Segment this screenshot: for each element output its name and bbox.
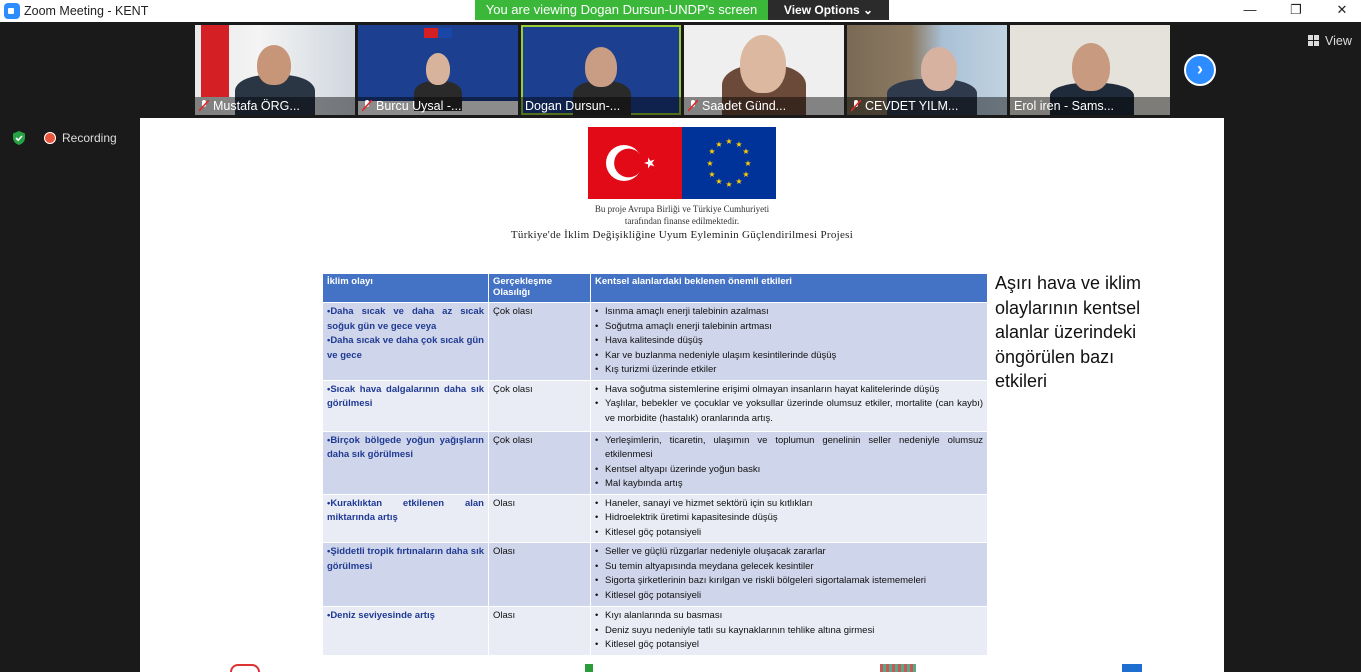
participant-name: Erol iren - Sams... [1010, 97, 1170, 115]
table-header-row [323, 274, 988, 303]
climate-event-cell: •Deniz seviyesinde artış [323, 607, 489, 656]
impact-item: • Kıyı alanlarında su basması [595, 609, 983, 624]
turkey-flag-icon [588, 127, 682, 199]
participant-face [1072, 43, 1110, 91]
impact-item: • Kentsel altyapı üzerinde yoğun baskı [595, 463, 983, 478]
eu-flag-icon [682, 127, 776, 199]
likelihood-cell: Çok olası [489, 303, 591, 381]
participant-name: Mustafa ÖRG... [195, 97, 355, 115]
participant-tile[interactable] [847, 25, 1007, 115]
impact-item: • Seller ve güçlü rüzgarlar nedeniyle oluşacak zararlar [595, 545, 983, 560]
table-row [323, 380, 988, 431]
restore-icon[interactable]: ❐ [1290, 2, 1302, 17]
svg-text:★: ★ [715, 140, 723, 149]
impact-item: • Yerleşimlerin, ticaretin, ulaşımın ve toplumun genelinin seller nedeniyle olumsuz etkilenmesi [595, 434, 983, 463]
climate-event-cell: •Kuraklıktan etkilenen alan miktarında artış [323, 494, 489, 543]
impact-item: • Hava kalitesinde düşüş [595, 334, 983, 349]
funding-statement: Bu proje Avrupa Birliği ve Türkiye Cumhuriyeti tarafından finanse edilmektedir. [594, 204, 770, 226]
impact-item: • Kitlesel göç potansiyel [595, 638, 983, 653]
recording-dot-icon [44, 132, 56, 144]
ministry-logo [230, 664, 260, 672]
participant-name: Burcu Uysal -... [358, 97, 518, 115]
svg-text:★: ★ [706, 159, 714, 168]
mic-muted-icon [199, 100, 209, 112]
mic-muted-icon [362, 100, 372, 112]
likelihood-cell: Çok olası [489, 431, 591, 494]
svg-text:★: ★ [735, 140, 743, 149]
impact-item: • Isınma amaçlı enerji talebinin azalması [595, 305, 983, 320]
table-row [323, 303, 988, 381]
slide-side-note: Aşırı hava ve iklim olaylarının kentsel alanlar üzerindeki öngörülen bazı etkileri [995, 273, 1142, 391]
climate-event-cell: •Şiddetli tropik fırtınaların daha sık görülmesi [323, 543, 489, 607]
svg-text:★: ★ [742, 170, 750, 179]
participant-name: Dogan Dursun-... [521, 97, 681, 115]
recording-indicator[interactable]: Recording [44, 128, 117, 148]
climate-event-cell: •Sıcak hava dalgalarının daha sık görülmesi [323, 380, 489, 431]
impact-item: • Mal kaybında artış [595, 477, 983, 492]
close-icon[interactable]: ✕ [1336, 2, 1348, 17]
participant-face [740, 35, 786, 93]
participant-face [257, 45, 291, 85]
project-title: Türkiye'de İklim Değişikliğine Uyum Eyleminin Güçlendirilmesi Projesi [510, 229, 854, 241]
likelihood-cell: Olası [489, 607, 591, 656]
impact-item: • Haneler, sanayi ve hizmet sektörü için su kıtlıkları [595, 497, 983, 512]
shared-screen-slide [140, 118, 1224, 672]
column-header: Gerçekleşme Olasılığı [489, 274, 591, 303]
svg-text:★: ★ [725, 137, 733, 146]
flag-decoration [201, 25, 229, 97]
climate-event-cell: •Birçok bölgede yoğun yağışların daha sık görülmesi [323, 431, 489, 494]
partner-logo [880, 664, 916, 672]
window-title: Zoom Meeting - KENT [24, 4, 149, 18]
flag-decoration [424, 28, 452, 38]
security-shield-icon[interactable] [11, 130, 27, 146]
impacts-cell [591, 303, 988, 381]
likelihood-cell: Olası [489, 543, 591, 607]
impacts-cell [591, 431, 988, 494]
impact-item: • Hidroelektrik üretimi kapasitesinde düşüş [595, 511, 983, 526]
impact-item: • Kitlesel göç potansiyeli [595, 526, 983, 541]
minimize-icon[interactable]: — [1243, 2, 1257, 17]
mic-muted-icon [851, 100, 861, 112]
likelihood-cell: Çok olası [489, 380, 591, 431]
climate-impacts-table [322, 273, 988, 656]
impact-item: • Deniz suyu nedeniyle tatlı su kaynaklarının tehlike altına girmesi [595, 624, 983, 639]
table-row [323, 607, 988, 656]
impact-item: • Yaşlılar, bebekler ve çocuklar ve yoksullar üzerinde olumsuz etkiler, mortalite (can kaybı) ve morbidite (hastalık) oranlarında artış. [595, 397, 983, 426]
view-options-button[interactable]: View Options ⌄ [768, 0, 889, 20]
participant-face [585, 47, 617, 87]
participant-name: CEVDET YILM... [847, 97, 1007, 115]
svg-text:★: ★ [744, 159, 752, 168]
climate-event-cell: •Daha sıcak ve daha az sıcak soğuk gün ve gece veya •Daha sıcak ve daha çok sıcak gün ve gece [323, 303, 489, 381]
table-row [323, 431, 988, 494]
likelihood-cell: Olası [489, 494, 591, 543]
zoom-app-icon [4, 3, 20, 19]
participant-tile-active-speaker[interactable] [521, 25, 681, 115]
impact-item: • Kitlesel göç potansiyeli [595, 589, 983, 604]
svg-text:★: ★ [735, 177, 743, 186]
svg-text:★: ★ [715, 177, 723, 186]
impact-item: • Hava soğutma sistemlerine erişimi olmayan insanların hayat kalitelerinde düşüş [595, 383, 983, 398]
mic-muted-icon [688, 100, 698, 112]
svg-text:★: ★ [708, 147, 716, 156]
column-header: İklim olayı [323, 274, 489, 303]
view-button[interactable]: View [1308, 34, 1352, 48]
svg-text:★: ★ [725, 180, 733, 189]
participant-face [921, 47, 957, 91]
participant-tile[interactable] [195, 25, 355, 115]
impact-item: • Su temin altyapısında meydana gelecek kesintiler [595, 560, 983, 575]
impact-item: • Sigorta şirketlerinin bazı kırılgan ve riskli bölgeleri sigortalamak istememeleri [595, 574, 983, 589]
participant-face [426, 53, 450, 85]
impacts-cell [591, 607, 988, 656]
next-participants-button[interactable]: › [1184, 54, 1216, 86]
participant-tile[interactable] [684, 25, 844, 115]
svg-text:★: ★ [708, 170, 716, 179]
table-row [323, 543, 988, 607]
column-header: Kentsel alanlardaki beklenen önemli etkileri [591, 274, 988, 303]
participant-tile[interactable] [358, 25, 518, 115]
participant-tile[interactable] [1010, 25, 1170, 115]
participant-name: Saadet Günd... [684, 97, 844, 115]
undp-logo [1122, 664, 1142, 672]
table-row [323, 494, 988, 543]
impacts-cell [591, 543, 988, 607]
viewing-screen-banner: You are viewing Dogan Dursun-UNDP's screen [475, 0, 768, 20]
partner-logo [585, 664, 593, 672]
svg-text:★: ★ [742, 147, 750, 156]
impact-item: • Kış turizmi üzerinde etkiler [595, 363, 983, 378]
impact-item: • Kar ve buzlanma nedeniyle ulaşım kesintilerinde düşüş [595, 349, 983, 364]
impacts-cell [591, 380, 988, 431]
impact-item: • Soğutma amaçlı enerji talebinin artması [595, 320, 983, 335]
grid-view-icon [1308, 35, 1319, 46]
impacts-cell [591, 494, 988, 543]
